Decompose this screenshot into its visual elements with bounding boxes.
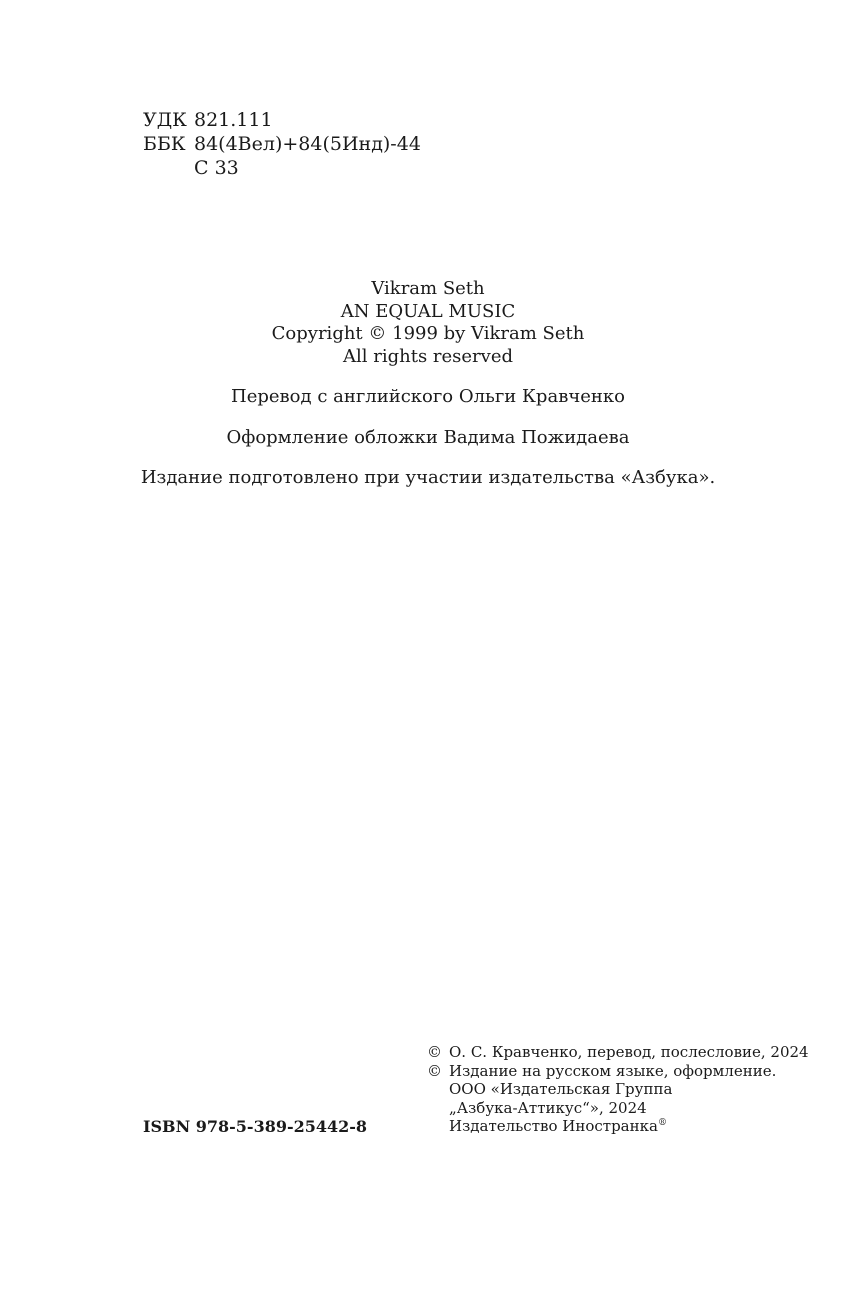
original-rights: All rights reserved (343, 345, 513, 367)
author-mark: С 33 (194, 157, 239, 179)
translation-credit-text: Перевод с английского Ольги Кравченко (231, 386, 625, 407)
copyright-symbol: © (427, 1043, 442, 1061)
copyright-symbol: © (427, 1061, 442, 1080)
classification-block (143, 108, 421, 180)
copyright-edition (427, 1062, 809, 1081)
bbk-value: 84(4Вел)+84(5Инд)-44 (194, 133, 421, 155)
translation-credit (0, 385, 856, 409)
registered-mark: ® (657, 1118, 667, 1128)
original-copyright: Copyright © 1999 by Vikram Seth (271, 323, 585, 344)
copyright-publisher (427, 1117, 809, 1136)
udk-label: УДК (143, 109, 187, 131)
copyright-line-4: „Азбука-Аттикус“», 2024 (449, 1098, 647, 1117)
cover-credit (0, 426, 856, 450)
original-edition-block (0, 278, 856, 368)
original-title: AN EQUAL MUSIC (340, 300, 516, 322)
cover-credit-text: Оформление обложки Вадима Пожидаева (226, 427, 630, 448)
copyrights-block (427, 1043, 809, 1136)
copyright-translator (427, 1043, 809, 1062)
udk-row (143, 108, 421, 132)
edition-note-text: Издание подготовлено при участии издательства «Азбука». (140, 467, 716, 488)
copyright-line-1: О. С. Кравченко, перевод, послесловие, 2024 (449, 1043, 809, 1061)
copyright-line-5: Издательство Иностранка (449, 1117, 658, 1135)
edition-note (0, 466, 856, 490)
bbk-label: ББК (143, 133, 186, 155)
original-author: Vikram Seth (371, 278, 485, 299)
isbn: ISBN 978-5-389-25442-8 (143, 1117, 368, 1136)
bbk-row (143, 132, 421, 156)
copyright-line-3: ООО «Издательская Группа (449, 1080, 673, 1098)
udk-value: 821.111 (194, 109, 273, 131)
copyright-line-2: Издание на русском языке, оформление. (449, 1061, 777, 1080)
